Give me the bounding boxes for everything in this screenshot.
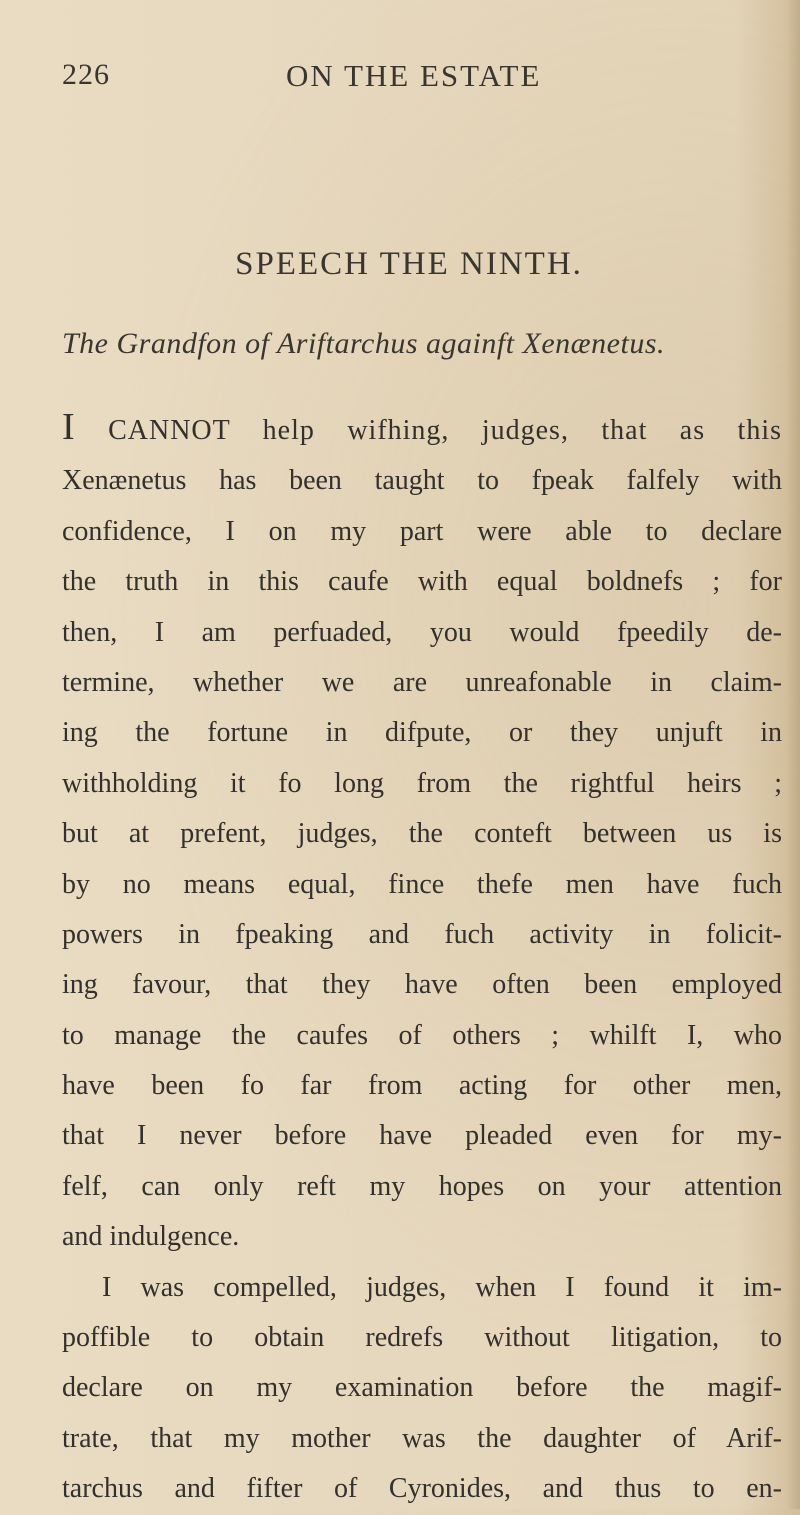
text-line: declare on my examination before the magif-: [62, 1372, 782, 1404]
text-line: have been fo far from acting for other men,: [62, 1070, 782, 1102]
text-line: and indulgence.: [62, 1221, 240, 1253]
text-line: withholding it fo long from the rightful heirs ;: [62, 767, 782, 799]
text-line: I was compelled, judges, when I found it im-: [102, 1271, 782, 1303]
body-text: [62, 406, 782, 1515]
text-line: termine, whether we are unreafonable in claim-: [62, 666, 782, 698]
text-line: by no means equal, fince thefe men have fuch: [62, 868, 782, 900]
drop-cap: I: [62, 406, 75, 448]
text-line: that I never before have pleaded even for my-: [62, 1120, 782, 1152]
speech-heading: SPEECH THE NINTH.: [235, 246, 583, 282]
running-head: [62, 58, 782, 104]
text-line: ing the fortune in difpute, or they unjuft in: [62, 717, 782, 749]
text-line: to manage the caufes of others ; whilft I, who: [62, 1019, 782, 1051]
text-line: ing favour, that they have often been employed: [62, 969, 782, 1001]
speech-subtitle: The Grandfon of Ariftarchus againft Xenænetus.: [62, 327, 666, 360]
text-line: trate, that my mother was the daughter of Arif-: [62, 1422, 782, 1454]
running-head-title: ON THE ESTATE: [286, 58, 542, 93]
text-line: Xenænetus has been taught to fpeak falfely with: [62, 465, 782, 497]
first-line-text: CANNOT help wifhing, judges, that as this: [108, 415, 783, 446]
page-number: 226: [62, 58, 110, 91]
text-line: but at prefent, judges, the conteft between us is: [62, 818, 782, 850]
text-line: [62, 406, 782, 456]
text-line: confidence, I on my part were able to declare: [62, 515, 782, 547]
text-line: felf, can only reft my hopes on your attention: [62, 1170, 782, 1202]
page-edge-shadow: [786, 0, 800, 1509]
text-line: tarchus and fifter of Cyronides, and thus to en-: [62, 1473, 782, 1505]
text-line: the truth in this caufe with equal boldnefs ; for: [62, 566, 782, 598]
text-line: powers in fpeaking and fuch activity in folicit-: [62, 918, 782, 950]
text-line: then, I am perfuaded, you would fpeedily de-: [62, 616, 782, 648]
text-line: poffible to obtain redrefs without litigation, to: [62, 1322, 782, 1354]
